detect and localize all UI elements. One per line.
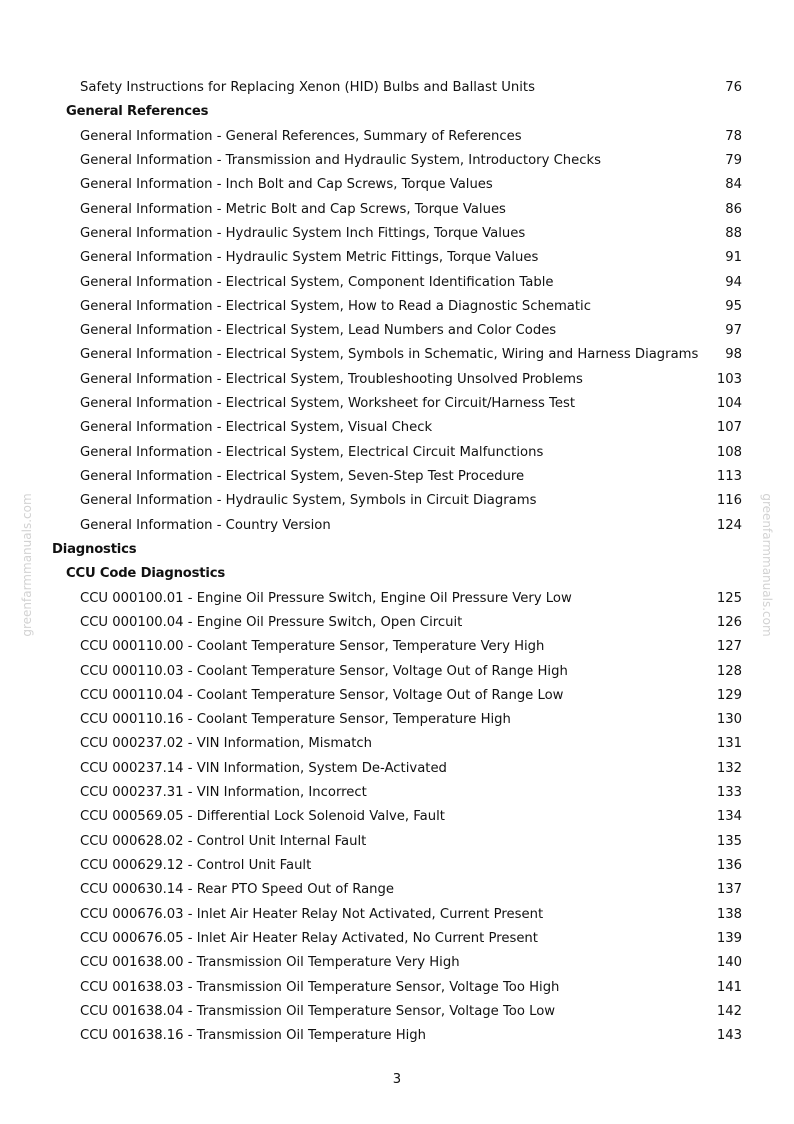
toc-entry-page-number: 138 [716,906,742,922]
toc-entry-title: CCU 000629.12 - Control Unit Fault [80,858,312,873]
toc-entry-page-number: 84 [725,177,742,193]
toc-entry-title: General Information - Electrical System, Symbols in Schematic, Wiring and Harness Diagrams [80,347,699,363]
toc-entry[interactable] [0,441,794,465]
toc-entry-page-number: 97 [725,323,742,339]
toc-entry[interactable] [0,343,794,367]
toc-entry[interactable] [0,660,794,684]
toc-entry[interactable] [0,1000,794,1024]
toc-entry-page-number: 91 [725,250,742,266]
page-number: 3 [392,1072,402,1087]
toc-entry-page-number: 79 [725,152,742,168]
toc-entry-title: General Information - Electrical System, Electrical Circuit Malfunctions [80,444,544,460]
toc-entry-title: General Information - Electrical System, Visual Check [80,420,433,436]
toc-entry[interactable] [0,951,794,975]
toc-entry-title: General References [66,104,209,120]
toc-entry-page-number: 124 [716,517,742,533]
toc-entry-title: CCU 001638.04 - Transmission Oil Temperature Sensor, Voltage Too Low [80,1003,556,1019]
toc-entry-page-number: 130 [716,712,742,728]
toc-entry[interactable] [0,927,794,951]
toc-entry[interactable] [0,295,794,319]
toc-entry[interactable] [0,392,794,416]
toc-entry-title: CCU 000569.05 - Differential Lock Solenoid Valve, Fault [80,809,445,825]
toc-entry[interactable] [0,465,794,489]
toc-entry[interactable] [0,805,794,829]
toc-entry-title: CCU 000110.03 - Coolant Temperature Sensor, Voltage Out of Range High [80,663,568,679]
toc-entry-page-number: 95 [725,298,742,314]
toc-entry[interactable] [0,684,794,708]
toc-entry[interactable] [0,271,794,295]
toc-entry-page-number: 129 [716,687,742,703]
toc-entry-page-number: 131 [716,736,742,752]
toc-entry[interactable] [0,368,794,392]
toc-entry[interactable] [0,878,794,902]
toc-entry-page-number: 86 [725,201,742,217]
toc-entry-title: General Information - Country Version [80,517,331,533]
toc-entry[interactable] [0,1024,794,1048]
toc-entry[interactable] [0,173,794,197]
toc-entry[interactable] [0,149,794,173]
toc-entry-title: CCU 001638.16 - Transmission Oil Temperature High [80,1028,427,1044]
toc-entry-page-number: 104 [716,396,742,412]
toc-entry-title: General Information - Transmission and Hydraulic System, Introductory Checks [80,152,602,168]
toc-entry-title: CCU Code Diagnostics [66,566,225,582]
toc-entry[interactable] [0,514,794,538]
table-of-contents [0,76,794,1049]
toc-entry-title: Diagnostics [52,541,137,557]
toc-entry-title: CCU 000110.16 - Coolant Temperature Sensor, Temperature High [80,712,511,728]
toc-entry-title: General Information - Hydraulic System Inch Fittings, Torque Values [80,225,526,241]
watermark-left-text: greenfarmmanuals.com [20,493,34,637]
toc-entry-title: CCU 000237.02 - VIN Information, Mismatch [80,736,373,752]
toc-subsection-heading [0,100,794,124]
toc-entry-page-number: 88 [725,225,742,241]
toc-entry[interactable] [0,708,794,732]
toc-entry-page-number: 76 [725,80,742,95]
toc-entry[interactable] [0,489,794,513]
toc-entry-page-number: 107 [716,420,742,436]
toc-entry-page-number: 125 [716,590,742,606]
toc-entry-title: General Information - Electrical System, Worksheet for Circuit/Harness Test [80,396,575,412]
toc-entry[interactable] [0,635,794,659]
toc-entry[interactable] [0,246,794,270]
toc-entry-title: General Information - General References, Summary of References [80,128,522,144]
toc-entry-page-number: 141 [716,979,742,995]
toc-entry[interactable] [0,830,794,854]
toc-entry-page-number: 132 [716,760,742,776]
toc-entry-page-number: 78 [725,128,742,144]
watermark-right-text: greenfarmmanuals.com [760,493,774,637]
toc-entry-page-number: 135 [716,833,742,849]
toc-entry-page-number: 140 [716,955,742,971]
toc-entry-page-number: 133 [716,785,742,801]
toc-entry-title: CCU 000110.04 - Coolant Temperature Sensor, Voltage Out of Range Low [80,687,564,703]
toc-entry[interactable] [0,732,794,756]
toc-entry-title: General Information - Electrical System, Seven-Step Test Procedure [80,469,525,484]
toc-entry[interactable] [0,319,794,343]
toc-entry[interactable] [0,781,794,805]
toc-entry-page-number: 137 [716,882,742,898]
toc-entry-title: CCU 000237.14 - VIN Information, System De-Activated [80,760,447,776]
toc-entry-title: CCU 000676.03 - Inlet Air Heater Relay Not Activated, Current Present [80,906,544,922]
toc-entry-page-number: 98 [725,347,742,363]
toc-entry[interactable] [0,222,794,246]
toc-entry-title: CCU 000237.31 - VIN Information, Incorrect [80,785,367,801]
toc-entry[interactable] [0,903,794,927]
toc-entry-page-number: 116 [716,493,742,509]
toc-entry-title: CCU 000628.02 - Control Unit Internal Fault [80,833,367,849]
toc-entry-title: General Information - Electrical System, Lead Numbers and Color Codes [80,323,557,339]
toc-entry-page-number: 108 [716,444,742,460]
toc-entry-title: CCU 001638.00 - Transmission Oil Temperature Very High [80,955,460,971]
toc-entry[interactable] [0,587,794,611]
toc-entry-title: CCU 000676.05 - Inlet Air Heater Relay Activated, No Current Present [80,930,538,946]
toc-entry-title: CCU 000100.04 - Engine Oil Pressure Switch, Open Circuit [80,614,463,630]
toc-entry-title: General Information - Electrical System, Troubleshooting Unsolved Problems [80,371,583,387]
toc-entry[interactable] [0,854,794,878]
toc-entry-page-number: 113 [716,469,742,484]
toc-entry-page-number: 103 [716,371,742,387]
toc-entry-title: Safety Instructions for Replacing Xenon (HID) Bulbs and Ballast Units [80,80,535,95]
toc-entry-page-number: 127 [716,639,742,655]
toc-entry[interactable] [0,416,794,440]
toc-entry-title: General Information - Electrical System, Component Identification Table [80,274,554,290]
toc-entry-page-number: 94 [725,274,742,290]
toc-entry-title: General Information - Electrical System, How to Read a Diagnostic Schematic [80,298,591,314]
toc-entry[interactable] [0,76,794,100]
toc-entry-title: General Information - Metric Bolt and Cap Screws, Torque Values [80,201,506,217]
toc-entry-page-number: 126 [716,614,742,630]
toc-entry-title: CCU 000110.00 - Coolant Temperature Sensor, Temperature Very High [80,639,545,655]
toc-entry-page-number: 143 [716,1028,742,1044]
toc-section-heading [0,538,794,562]
toc-entry[interactable] [0,757,794,781]
toc-entry-page-number: 128 [716,663,742,679]
toc-subsection-heading [0,562,794,586]
toc-entry[interactable] [0,611,794,635]
toc-entry-title: General Information - Hydraulic System Metric Fittings, Torque Values [80,250,539,266]
toc-entry-title: CCU 000100.01 - Engine Oil Pressure Switch, Engine Oil Pressure Very Low [80,590,572,606]
toc-entry-title: General Information - Hydraulic System, Symbols in Circuit Diagrams [80,493,537,509]
toc-entry[interactable] [0,125,794,149]
toc-entry-title: General Information - Inch Bolt and Cap Screws, Torque Values [80,177,493,193]
toc-entry-page-number: 139 [716,930,742,946]
toc-entry-title: CCU 001638.03 - Transmission Oil Temperature Sensor, Voltage Too High [80,979,560,995]
toc-entry-page-number: 134 [716,809,742,825]
toc-entry[interactable] [0,198,794,222]
toc-entry-page-number: 142 [716,1003,742,1019]
toc-entry[interactable] [0,976,794,1000]
toc-entry-page-number: 136 [716,858,742,873]
toc-entry-title: CCU 000630.14 - Rear PTO Speed Out of Range [80,882,395,898]
